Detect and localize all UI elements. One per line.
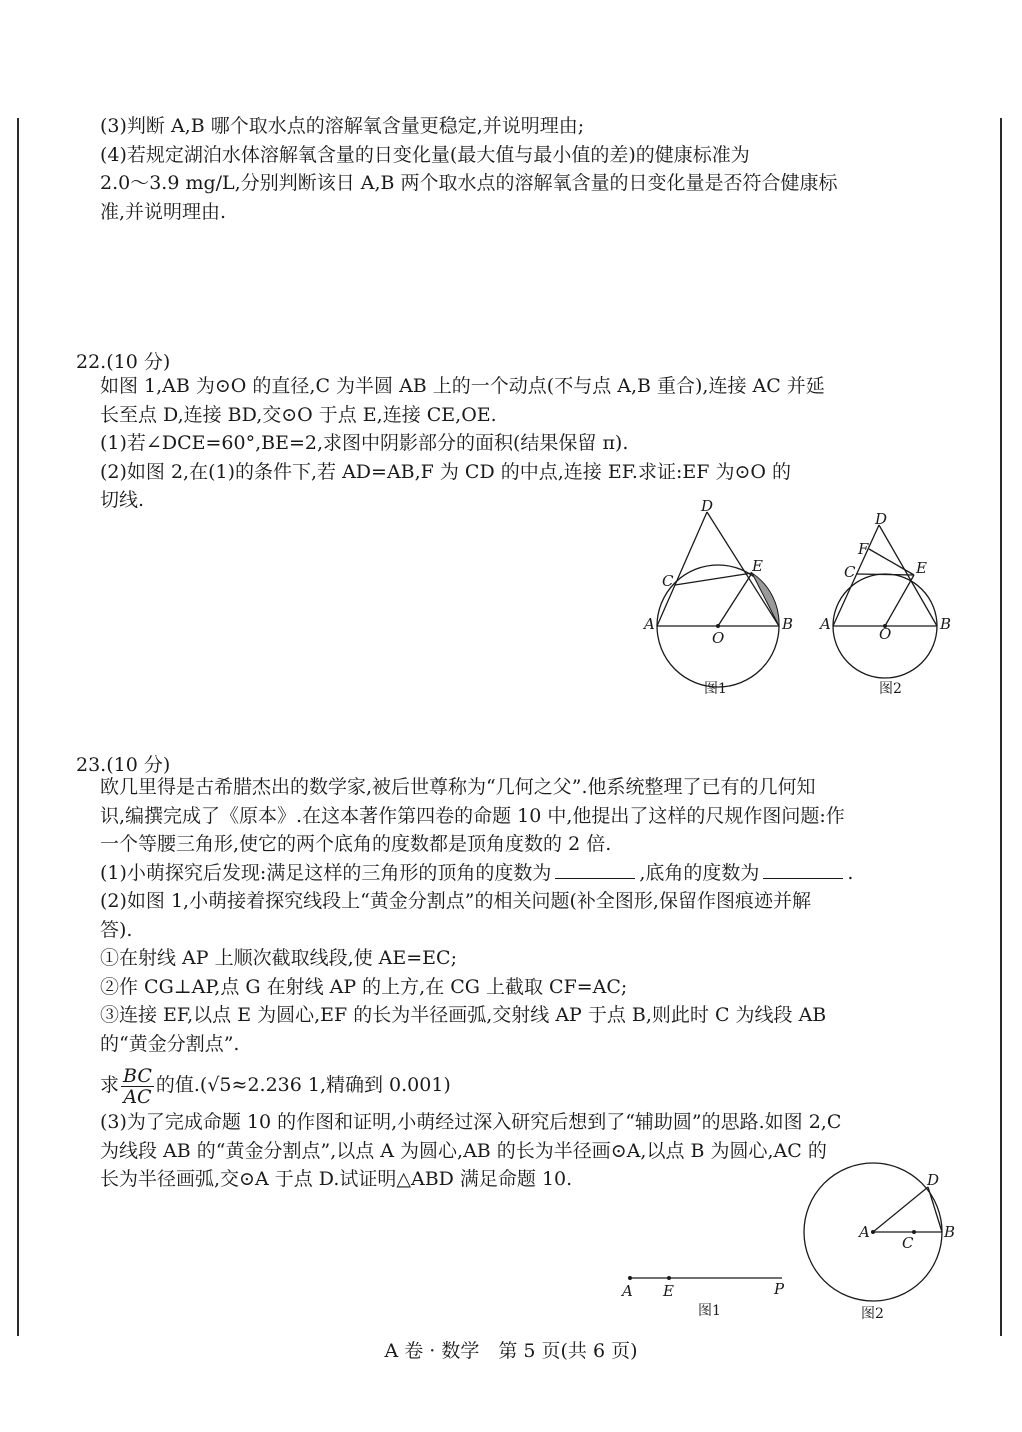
segment-bd [928,1187,942,1232]
q22-line-1: 如图 1,AB 为⊙O 的直径,C 为半圆 AB 上的一个动点(不与点 A,B 重合),连接 AC 并延 [100,375,825,397]
q23-number: 23.(10 分) [76,754,171,776]
q21-line-3: (3)判断 A,B 哪个取水点的溶解氧含量更稳定,并说明理由; [100,115,585,137]
shaded-region [752,573,779,626]
segment-ad [657,512,707,626]
label-c: C [844,563,856,581]
left-margin-line [17,118,19,1336]
fig2-caption: 图2 [879,681,902,697]
q22-line-5: 切线. [100,489,145,511]
label-a: A [622,1282,633,1300]
q23-line-6: 答). [100,918,133,941]
q23-line-10: 的“黄金分割点”. [100,1032,240,1055]
label-a: A [644,615,655,633]
q22-figure-2 [812,505,967,700]
label-d: D [701,497,714,515]
segment-ef [869,549,914,575]
segment-oe [885,575,914,626]
right-margin-line [1000,118,1002,1336]
label-b: B [940,615,952,633]
fig1-caption: 图1 [704,681,727,697]
q22-figure-1 [640,495,800,700]
label-b: B [944,1223,956,1241]
q23-line-2: 识,编撰完成了《原本》.在这本著作第四卷的命题 10 中,他提出了这样的尺规作图问题:作 [100,804,845,827]
fig2-caption: 图2 [861,1306,884,1322]
segment-ad [873,1187,928,1232]
q21-line-6: 准,并说明理由. [100,200,227,223]
fig1-caption: 图1 [698,1303,721,1319]
label-c: C [662,572,674,590]
label-d: D [875,510,888,528]
q23-line-14: 长为半径画弧,交⊙A 于点 D.试证明△ABD 满足命题 10. [100,1168,573,1190]
q23-line-3: 一个等腰三角形,使它的两个底角的度数都是顶角度数的 2 倍. [100,833,612,855]
q21-line-5: 2.0～3.9 mg/L,分别判断该日 A,B 两个取水点的溶解氧含量的日变化量是否符合健康标 [100,172,838,194]
q23-line-13: 为线段 AB 的“黄金分割点”,以点 A 为圆心,AB 的长为半径画⊙A,以点 B 为圆心,AC 的 [100,1139,827,1162]
q23-line-1: 欧几里得是古希腊杰出的数学家,被后世尊称为“几何之父”.他系统整理了已有的几何知 [100,776,816,798]
q22-line-3: (1)若∠DCE=60°,BE=2,求图中阴影部分的面积(结果保留 π). [100,432,629,454]
point-a [871,1230,875,1234]
q22-number: 22.(10 分) [76,351,171,373]
fraction-bc-ac [121,1066,154,1107]
segment-ce [856,574,914,575]
q21-line-4: (4)若规定湖泊水体溶解氧含量的日变化量(最大值与最小值的差)的健康标准为 [100,143,750,166]
q23-part1-b: ,底角的度数为 [639,861,760,884]
q23-part1-a: (1)小萌探究后发现:满足这样的三角形的顶角的度数为 [100,861,552,884]
point-a [628,1276,632,1280]
point-e [667,1276,671,1280]
q22-body [100,372,960,515]
ask-prefix: 求 [100,1074,120,1096]
q23-figure-1 [612,1264,802,1324]
answer-blank-base[interactable] [763,860,843,879]
q23-step-1: ①在射线 AP 上顺次截取线段,使 AE=EC; [100,947,457,969]
page-footer: A 卷 · 数学 第 5 页(共 6 页) [384,1340,638,1362]
q23-figure-2 [795,1160,970,1325]
segment-bd [707,512,779,626]
label-e: E [663,1282,674,1300]
fraction-denominator: AC [123,1085,152,1108]
label-o: O [712,629,725,647]
label-e: E [752,557,763,575]
q23-part1-c: . [847,861,854,884]
label-d: D [927,1171,940,1189]
label-b: B [782,615,794,633]
q23-line-12: (3)为了完成命题 10 的作图和证明,小萌经过深入研究后想到了“辅助圆”的思路.如图 2,C [100,1111,842,1133]
q23-line-5: (2)如图 1,小萌接着探究线段上“黄金分割点”的相关问题(补全图形,保留作图痕迹并解 [100,890,811,912]
q22-line-4: (2)如图 2,在(1)的条件下,若 AD=AB,F 为 CD 的中点,连接 EF.求证:EF 为⊙O 的 [100,460,791,483]
label-c: C [902,1234,914,1252]
label-a: A [820,615,831,633]
label-p: P [774,1280,785,1298]
label-f: F [858,540,869,558]
ask-suffix: 的值.(√5≈2.236 1,精确到 0.001) [155,1074,451,1096]
center-dot-o [716,624,720,628]
q23-line-4 [100,859,960,888]
answer-blank-apex[interactable] [555,860,635,879]
segment-ce [675,573,752,585]
label-e: E [916,559,927,577]
q23-step-2: ②作 CG⊥AP,点 G 在射线 AP 的上方,在 CG 上截取 CF=AC; [100,975,628,998]
label-o: O [879,625,892,643]
segment-oe [718,573,752,626]
fraction-numerator: BC [123,1064,152,1087]
q21-tail [100,112,960,226]
q23-step-3: ③连接 EF,以点 E 为圆心,EF 的长为半径画弧,交射线 AP 于点 B,则此时 C 为线段 AB [100,1004,827,1026]
q23-body [100,773,960,1194]
q23-ask-line [100,1062,960,1108]
q22-line-2: 长至点 D,连接 BD,交⊙O 于点 E,连接 CE,OE. [100,403,497,426]
label-a: A [859,1223,870,1241]
